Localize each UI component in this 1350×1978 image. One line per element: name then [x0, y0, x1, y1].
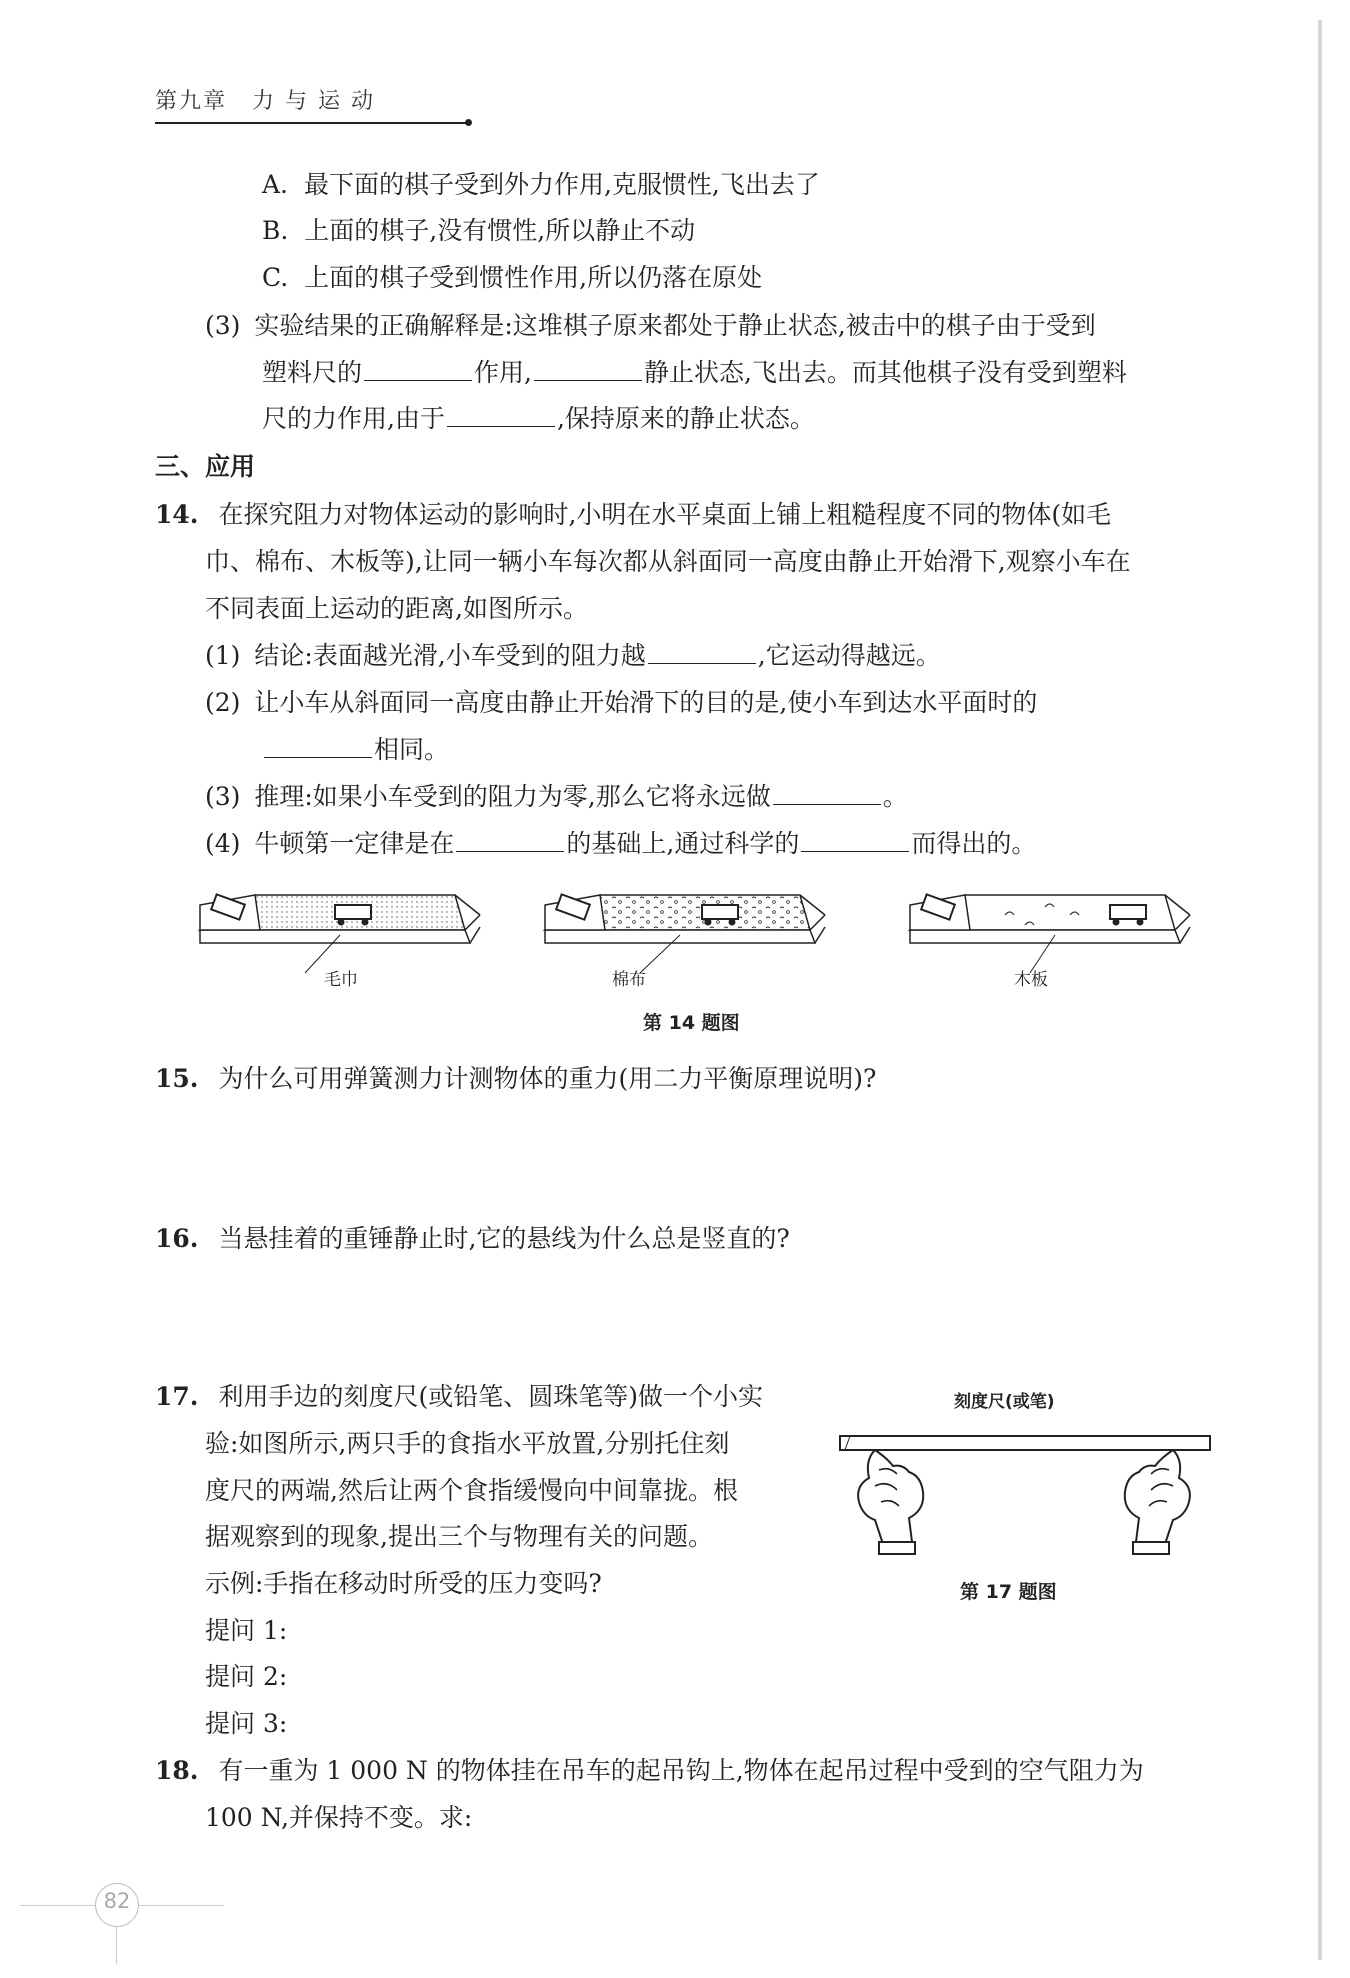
question-number: 16.	[155, 1224, 199, 1253]
text-fragment: 结论:表面越光滑,小车受到的阻力越	[254, 641, 646, 670]
q17-ask2: 提问 2:	[205, 1662, 288, 1691]
page-number: 82	[103, 1889, 131, 1913]
part-label: (3)	[205, 782, 241, 811]
text-fragment: 塑料尺的	[262, 358, 363, 387]
q17-ask1: 提问 1:	[205, 1616, 288, 1645]
chapter-header	[155, 84, 375, 115]
chapter-number: 第九章	[155, 89, 228, 114]
option-text: 上面的棋子受到惯性作用,所以仍落在原处	[304, 263, 763, 292]
figure-label-cotton: 棉布	[612, 970, 646, 990]
text-fragment: 相同。	[374, 735, 450, 764]
q17-example: 示例:手指在移动时所受的压力变吗?	[205, 1569, 602, 1598]
option-label: B.	[262, 216, 289, 245]
answer-blank[interactable]	[264, 733, 372, 758]
question-text: 在探究阻力对物体运动的影响时,小明在水平桌面上铺上粗糙程度不同的物体(如毛	[218, 500, 1112, 529]
option-a	[262, 168, 820, 202]
question-number: 17.	[155, 1382, 199, 1411]
text-fragment: 尺的力作用,由于	[262, 404, 445, 433]
q17-line4: 据观察到的现象,提出三个与物理有关的问题。	[205, 1522, 713, 1551]
q13-part3-line2	[262, 356, 1127, 390]
text-fragment: 静止状态,飞出去。而其他棋子没有受到塑料	[643, 358, 1127, 387]
text-fragment: 。	[882, 782, 908, 811]
option-text: 最下面的棋子受到外力作用,克服惯性,飞出去了	[303, 170, 820, 199]
question-number: 15.	[155, 1064, 199, 1093]
q14-line3: 不同表面上运动的距离,如图所示。	[205, 594, 588, 623]
answer-blank[interactable]	[364, 356, 472, 381]
page-edge	[1318, 20, 1322, 1960]
text-fragment: 而得出的。	[911, 829, 1037, 858]
q14-line1	[155, 498, 1111, 532]
q14-part2-cont	[262, 733, 449, 767]
text-fragment: 的基础上,通过科学的	[566, 829, 800, 858]
question-text: 利用手边的刻度尺(或铅笔、圆珠笔等)做一个小实	[218, 1382, 763, 1411]
text-fragment: 让小车从斜面同一高度由静止开始滑下的目的是,使小车到达水平面时的	[254, 688, 1038, 717]
answer-blank[interactable]	[534, 356, 642, 381]
q17-line1	[155, 1380, 763, 1414]
q14-part1	[205, 639, 941, 673]
option-label: C.	[262, 263, 289, 292]
part-label: (3)	[205, 311, 241, 340]
part-label: (2)	[205, 688, 241, 717]
answer-blank[interactable]	[801, 827, 909, 852]
figure-label-towel: 毛巾	[324, 970, 358, 990]
answer-blank[interactable]	[456, 827, 564, 852]
header-rule	[155, 122, 467, 124]
option-b	[262, 214, 695, 248]
q16	[155, 1222, 790, 1256]
q18-line2: 100 N,并保持不变。求:	[205, 1803, 473, 1832]
q18-line1	[155, 1754, 1144, 1788]
header-dot	[465, 119, 472, 126]
part-label: (1)	[205, 641, 241, 670]
chapter-title: 力 与 运 动	[252, 89, 375, 114]
part-text: 实验结果的正确解释是:这堆棋子原来都处于静止状态,被击中的棋子由于受到	[254, 311, 1096, 340]
text-fragment: 推理:如果小车受到的阻力为零,那么它将永远做	[254, 782, 771, 811]
page-number-rule-left	[20, 1905, 96, 1906]
q17-ask3: 提问 3:	[205, 1709, 288, 1738]
q15	[155, 1062, 876, 1096]
figure-14-caption: 第 14 题图	[643, 1012, 740, 1034]
page-number-stem	[116, 1926, 117, 1964]
ruler-fingers-figure	[835, 1410, 1215, 1560]
answer-blank[interactable]	[773, 780, 881, 805]
q14-part4	[205, 827, 1036, 861]
wood-ramp-figure	[905, 885, 1195, 985]
text-fragment: 牛顿第一定律是在	[254, 829, 455, 858]
question-text: 有一重为 1 000 N 的物体挂在吊车的起吊钩上,物体在起吊过程中受到的空气阻力为	[218, 1756, 1144, 1785]
q13-part3-line3	[262, 402, 815, 436]
answer-blank[interactable]	[648, 639, 756, 664]
question-number: 14.	[155, 500, 199, 529]
section-heading: 三、应用	[155, 452, 256, 481]
option-c	[262, 261, 762, 295]
figure-17-caption: 第 17 题图	[960, 1581, 1057, 1603]
answer-blank[interactable]	[447, 402, 555, 427]
text-fragment: ,它运动得越远。	[757, 641, 941, 670]
figure-label-wood: 木板	[1014, 970, 1048, 990]
q17-line3: 度尺的两端,然后让两个食指缓慢向中间靠拢。根	[205, 1476, 738, 1505]
part-label: (4)	[205, 829, 241, 858]
q13-part3-line1	[205, 309, 1096, 343]
q14-part3	[205, 780, 908, 814]
question-text: 当悬挂着的重锤静止时,它的悬线为什么总是竖直的?	[218, 1224, 790, 1253]
question-text: 为什么可用弹簧测力计测物体的重力(用二力平衡原理说明)?	[218, 1064, 877, 1093]
option-text: 上面的棋子,没有惯性,所以静止不动	[304, 216, 696, 245]
q17-line2: 验:如图所示,两只手的食指水平放置,分别托住刻	[205, 1429, 730, 1458]
ruler-label: 刻度尺(或笔)	[954, 1392, 1055, 1412]
text-fragment: ,保持原来的静止状态。	[556, 404, 815, 433]
text-fragment: 作用,	[474, 358, 532, 387]
q14-part2	[205, 686, 1037, 720]
question-number: 18.	[155, 1756, 199, 1785]
option-label: A.	[262, 170, 289, 199]
cotton-ramp-figure	[540, 885, 830, 985]
page-number-rule-right	[138, 1905, 224, 1906]
q14-line2: 巾、棉布、木板等),让同一辆小车每次都从斜面同一高度由静止开始滑下,观察小车在	[205, 547, 1131, 576]
